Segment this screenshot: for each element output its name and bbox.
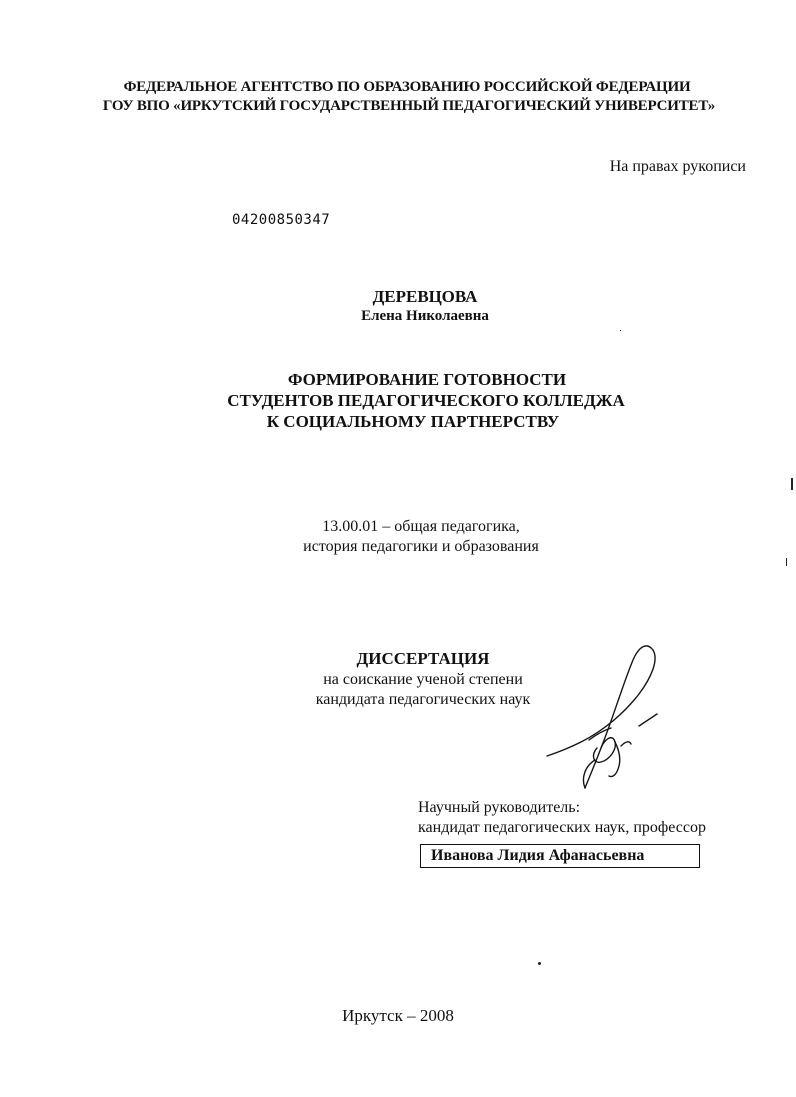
dissertation-heading: ДИССЕРТАЦИЯ	[356, 649, 490, 668]
thesis-title	[0, 369, 796, 432]
university-line: ГОУ ВПО «ИРКУТСКИЙ ГОСУДАРСТВЕННЫЙ ПЕДАГОГИЧЕСКИЙ УНИВЕРСИТЕТ»	[102, 98, 716, 114]
title-line: К СОЦИАЛЬНОМУ ПАРТНЕРСТВУ	[266, 412, 560, 431]
supervisor-degree: кандидат педагогических наук, профессор	[418, 819, 706, 836]
catalog-code: 04200850347	[232, 212, 331, 228]
supervisor-name: Иванова Лидия Афанасьевна	[431, 847, 645, 864]
title-line: ФОРМИРОВАНИЕ ГОТОВНОСТИ	[287, 370, 567, 389]
scan-speck	[791, 478, 793, 490]
specialty-block	[0, 517, 796, 557]
rights-note: На правах рукописи	[609, 158, 746, 175]
supervisor-label: Научный руководитель:	[418, 799, 581, 816]
supervisor-block	[418, 798, 706, 838]
specialty-name-line: история педагогики и образования	[303, 538, 539, 555]
signature-icon	[535, 638, 675, 798]
author-given-names: Елена Николаевна	[361, 308, 489, 324]
city-year: Иркутск – 2008	[342, 1006, 454, 1025]
author-surname: ДЕРЕВЦОВА	[372, 287, 478, 306]
title-line: СТУДЕНТОВ ПЕДАГОГИЧЕСКОГО КОЛЛЕДЖА	[227, 391, 625, 410]
degree-line: кандидата педагогических наук	[315, 691, 531, 708]
supervisor-name-box	[420, 844, 700, 868]
degree-line: на соискание ученой степени	[323, 671, 523, 688]
scan-speck	[620, 330, 621, 331]
scan-speck	[538, 962, 541, 965]
author-block	[0, 287, 796, 325]
specialty-code-line: 13.00.01 – общая педагогика,	[322, 518, 520, 535]
agency-header	[0, 78, 796, 116]
agency-line: ФЕДЕРАЛЬНОЕ АГЕНТСТВО ПО ОБРАЗОВАНИЮ РОССИЙСКОЙ ФЕДЕРАЦИИ	[123, 79, 691, 95]
dissertation-block	[0, 649, 796, 710]
scan-speck	[786, 558, 787, 566]
